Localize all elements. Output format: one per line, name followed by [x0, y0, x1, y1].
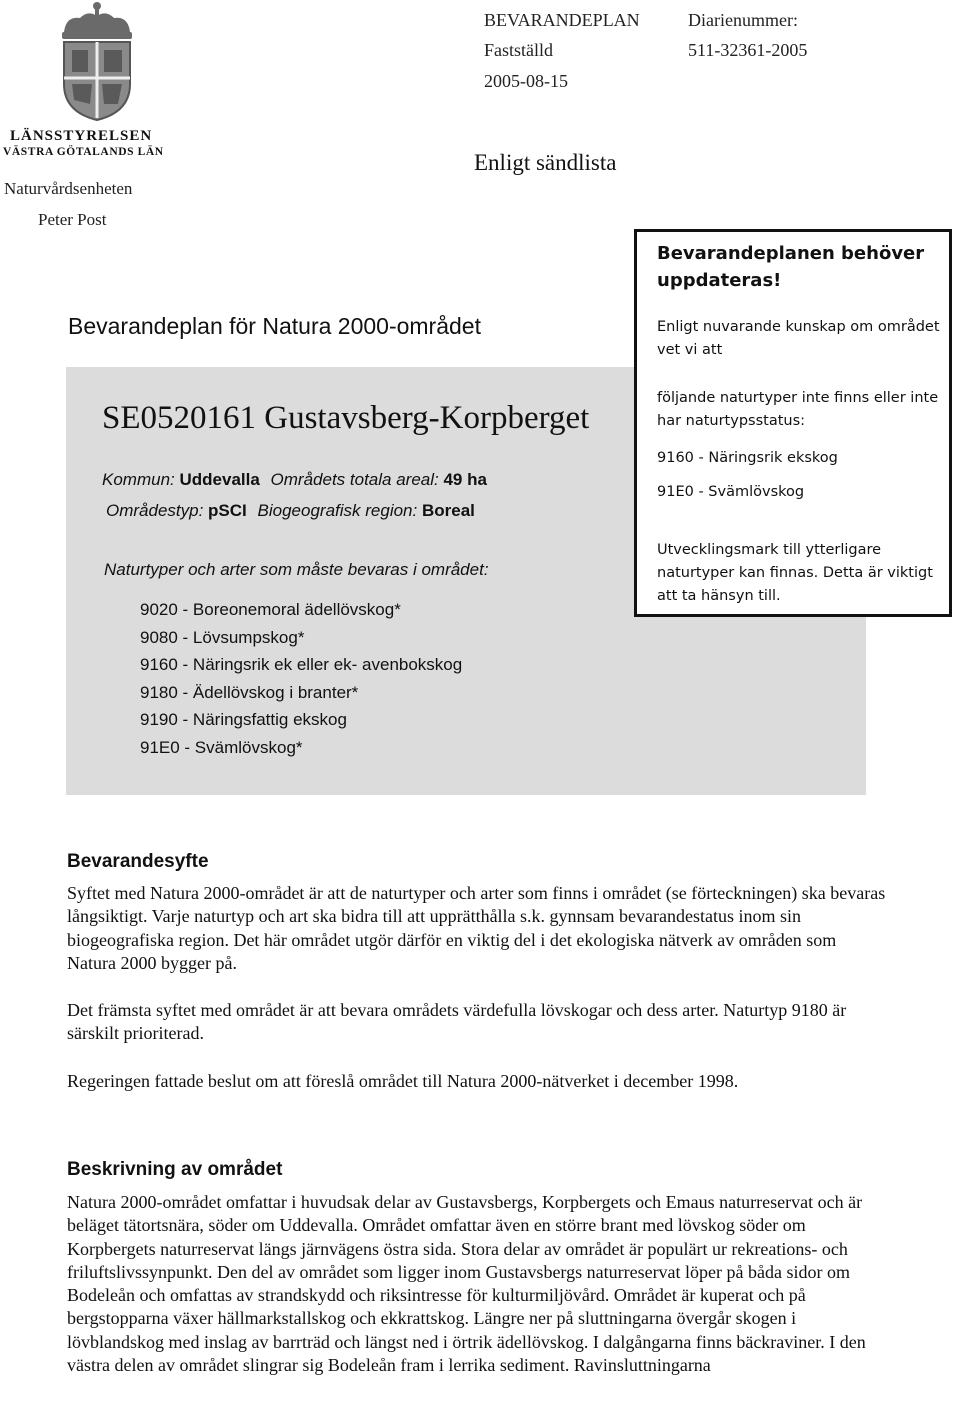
- notice-missing-text: följande naturtyper inte finns eller inte har naturtypsstatus:: [657, 390, 939, 429]
- type-value: pSCI: [208, 501, 247, 520]
- notice-item-2: 91E0 - Svämlövskog: [657, 484, 805, 500]
- beskrivning-paragraph: Natura 2000-området omfattar i huvudsak delar av Gustavsbergs, Korpbergets och Emaus naturreservat och är beläget tätortsnära, söder om Uddevalla. Området omfattar även en större brant med lövskog söder om Korpbergets naturreservat längs järnvägens östra sida. Stora delar av området är populärt ur rekreations- och friluftslivssynpunkt. Den del av området som ligger inom Gustavsbergs naturreservat löper på båda sidor om Bodeleån och omfattas av strandskydd och riksintresse för kulturmiljövård. Området är kuperat och på bergstopparna växer hällmarkstallskog och ekkrattskog. Längre ner på sluttningarna övergår skogen i lövblandskog med inslag av barrträd och längst ned i örtrik ädellövskog. I dalgångarna finns bäckraviner. I den västra delen av området slingrar sig Bodeleån fram i lerrika sediment. Ravinsluttningarna: [67, 1192, 866, 1376]
- doc-date: 2005-08-15: [484, 71, 568, 91]
- diarie-number: 511-32361-2005: [688, 40, 808, 60]
- habitat-list: [140, 596, 462, 761]
- site-meta-row1: [102, 470, 487, 490]
- habitats-heading: Naturtyper och arter som måste bevaras i området:: [104, 560, 489, 579]
- type-label: Områdestyp:: [106, 501, 204, 520]
- notice-title: Bevarandeplanen behöver uppdateras!: [657, 243, 925, 291]
- section-heading-syfte: Bevarandesyfte: [67, 851, 209, 872]
- doc-type: BEVARANDEPLAN: [484, 10, 640, 30]
- site-meta-row2: [106, 501, 475, 521]
- list-item: 9080 - Lövsumpskog*: [140, 627, 305, 647]
- area-label: Områdets totala areal:: [270, 470, 439, 489]
- notice-item-1: 9160 - Näringsrik ekskog: [657, 450, 838, 466]
- update-notice-box: [634, 229, 952, 617]
- section-heading-beskrivning: Beskrivning av området: [67, 1159, 283, 1180]
- site-title: SE0520161 Gustavsberg-Korpberget: [102, 400, 590, 436]
- syfte-paragraph-2: Det främsta syftet med området är att bevara områdets värdefulla lövskogar och dess arter. Naturtyp 9180 är särskilt prioriterad.: [67, 1000, 847, 1044]
- notice-outro: Utvecklingsmark till ytterligare naturtyper kan finnas. Detta är viktigt att ta hänsyn till.: [657, 542, 933, 604]
- list-item: 9180 - Ädellövskog i branter*: [140, 682, 359, 702]
- list-item: 91E0 - Svämlövskog*: [140, 737, 303, 757]
- coat-of-arms-logo: [52, 0, 142, 122]
- syfte-paragraph-3: Regeringen fattade beslut om att föreslå området till Natura 2000-nätverket i december 1998.: [67, 1070, 739, 1091]
- plan-title: Bevarandeplan för Natura 2000-området: [68, 313, 481, 339]
- list-item: 9020 - Boreonemoral ädellövskog*: [140, 600, 401, 619]
- department: Naturvårdsenheten: [4, 179, 133, 198]
- agency-region: VÄSTRA GÖTALANDS LÄN: [3, 146, 164, 158]
- kommun-label: Kommun:: [102, 470, 175, 489]
- region-label: Biogeografisk region:: [257, 501, 418, 520]
- syfte-paragraph-1: Syftet med Natura 2000-området är att de naturtyper och arter som finns i området (se förteckningen) ska bevaras långsiktigt. Varje naturtyp och art ska bidra till att upprätthålla s.k. gynnsam bevarandestatus inom sin biogeografiska region. Det här området utgör därför en viktig del i det ekologiska nätverk av områden som Natura 2000 bygger på.: [67, 883, 886, 973]
- beskrivning-text: [67, 1191, 887, 1377]
- list-item: 9190 - Näringsfattig ekskog: [140, 710, 347, 729]
- syfte-text: [67, 882, 887, 1093]
- agency-name: LÄNSSTYRELSEN: [10, 128, 153, 144]
- notice-intro: Enligt nuvarande kunskap om området vet vi att: [657, 319, 940, 358]
- area-value: 49 ha: [443, 470, 487, 489]
- contact-person: Peter Post: [38, 210, 107, 229]
- recipient: Enligt sändlista: [474, 150, 617, 175]
- kommun-value: Uddevalla: [179, 470, 260, 489]
- doc-status: Fastställd: [484, 40, 554, 60]
- list-item: 9160 - Näringsrik ek eller ek- avenbokskog: [140, 655, 463, 674]
- region-value: Boreal: [421, 501, 475, 520]
- diarie-label: Diarienummer:: [688, 10, 798, 30]
